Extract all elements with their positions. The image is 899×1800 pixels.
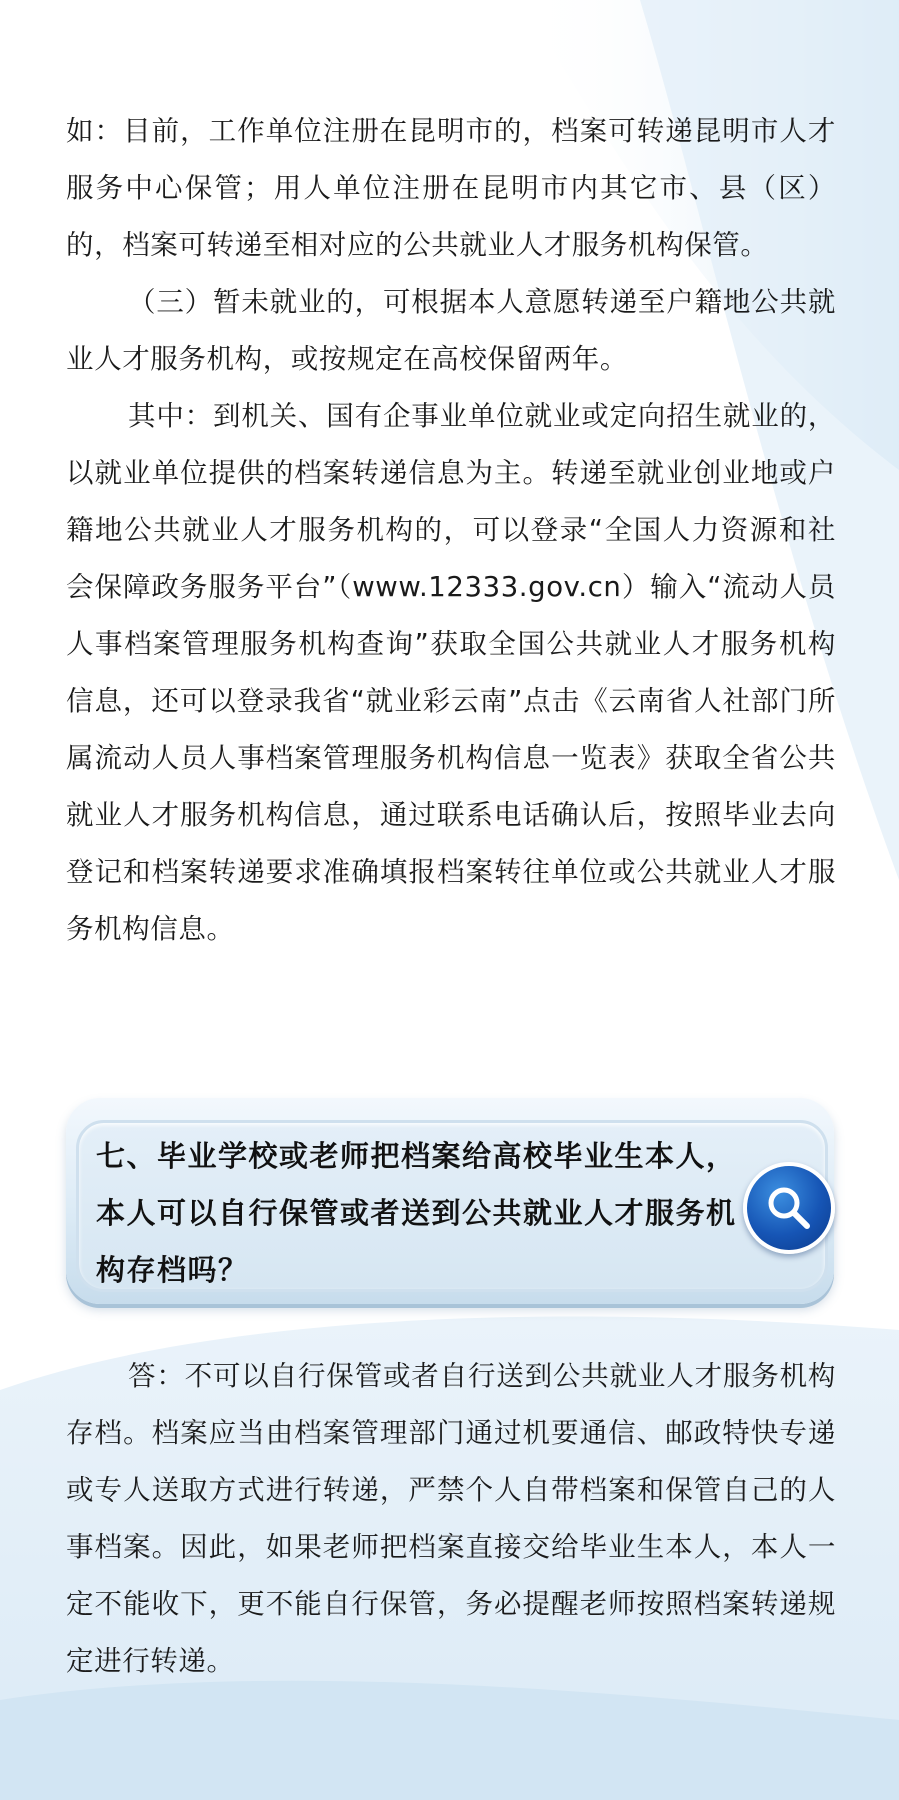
answer-paragraph: 答：不可以自行保管或者自行送到公共就业人才服务机构存档。档案应当由档案管理部门通过机要通信、邮政特快专递或专人送取方式进行转递，严禁个人自带档案和保管自己的人事档案。因此，如果老师把档案直接交给毕业生本人，本人一定不能收下，更不能自行保管，务必提醒老师按照档案转递规定进行转递。 bbox=[66, 1360, 836, 1677]
question-heading: 七、毕业学校或老师把档案给高校毕业生本人，本人可以自行保管或者送到公共就业人才服务机构存档吗？ bbox=[96, 1139, 737, 1287]
paragraph-example: 如：目前，工作单位注册在昆明市的，档案可转递昆明市人才服务中心保管；用人单位注册在昆明市内其它市、县（区）的，档案可转递至相对应的公共就业人才服务机构保管。 bbox=[66, 115, 836, 261]
paragraph-unemployed: （三）暂未就业的，可根据本人意愿转递至户籍地公共就业人才服务机构，或按规定在高校保留两年。 bbox=[66, 286, 836, 375]
search-icon bbox=[743, 1162, 835, 1254]
paragraph-details: 其中：到机关、国有企事业单位就业或定向招生就业的，以就业单位提供的档案转递信息为主。转递至就业创业地或户籍地公共就业人才服务机构的，可以登录“全国人力资源和社会保障政务服务平台”（www.12333.gov.cn）输入“流动人员人事档案管理服务机构查询”获取全国公共就业人才服务机构信息，还可以登录我省“就业彩云南”点击《云南省人社部门所属流动人员人事档案管理服务机构信息一览表》获取全省公共就业人才服务机构信息，通过联系电话确认后，按照毕业去向登记和档案转递要求准确填报档案转往单位或公共就业人才服务机构信息。 bbox=[66, 400, 836, 945]
top-text-section bbox=[66, 103, 836, 958]
answer-section bbox=[66, 1348, 836, 1690]
